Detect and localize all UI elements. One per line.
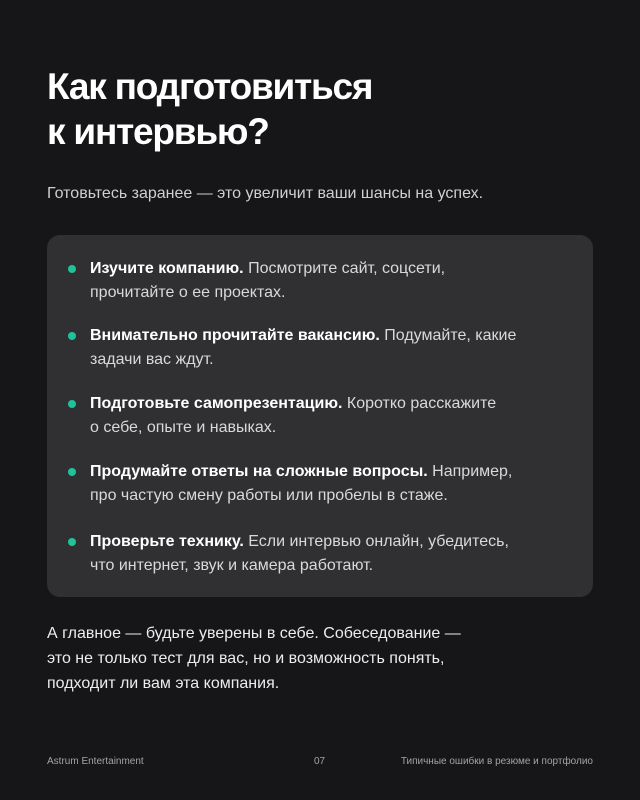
intro-text: Готовьтесь заранее — это увеличит ваши шансы на успех. [47,185,484,202]
tip-description: Посмотрите сайт, соцсети, [243,260,446,277]
tip-line-1 [90,324,570,348]
tip-line-1 [90,530,570,554]
bullet-dot-icon [68,332,76,340]
tip-description: Если интервью онлайн, убедитесь, [243,533,509,550]
tip-line-2: прочитайте о ее проектах. [90,284,286,301]
tip-line-1 [90,392,570,416]
bullet-dot-icon [68,265,76,273]
tip-line-2: задачи вас ждут. [90,351,214,368]
tip-line-2: что интернет, звук и камера работают. [90,557,374,574]
tip-text [90,530,570,578]
tip-text [90,257,570,305]
tip-line-1 [90,257,570,281]
bullet-dot-icon [68,400,76,408]
closing-line-3: подходит ли вам эта компания. [47,675,280,692]
tip-line-2: про частую смену работы или пробелы в стаже. [90,487,448,504]
tip-description: Например, [427,463,513,480]
tip-heading: Внимательно прочитайте вакансию. [90,327,380,344]
page-title-line-2: к интервью? [47,111,269,152]
tip-line-1 [90,460,570,484]
tip-heading: Подготовьте самопрезентацию. [90,395,343,412]
page-title [47,64,607,154]
tip-description: Подумайте, какие [379,327,517,344]
closing-text [47,621,587,696]
footer-series-title: Типичные ошибки в резюме и портфолио [400,756,593,767]
tip-text [90,392,570,440]
bullet-dot-icon [68,468,76,476]
tip-text [90,324,570,372]
closing-line-2: это не только тест для вас, но и возможность понять, [47,650,445,667]
page-title-line-1: Как подготовиться [47,66,373,107]
footer-page-number: 07 [314,756,326,767]
bullet-dot-icon [68,538,76,546]
tips-card [47,235,593,597]
tip-heading: Изучите компанию. [90,260,244,277]
tip-line-2: о себе, опыте и навыках. [90,419,277,436]
tip-text [90,460,570,508]
tip-description: Коротко расскажите [342,395,497,412]
tip-heading: Продумайте ответы на сложные вопросы. [90,463,428,480]
footer-brand: Astrum Entertainment [47,756,144,767]
closing-line-1: А главное — будьте уверены в себе. Собеседование — [47,625,461,642]
tip-heading: Проверьте технику. [90,533,244,550]
